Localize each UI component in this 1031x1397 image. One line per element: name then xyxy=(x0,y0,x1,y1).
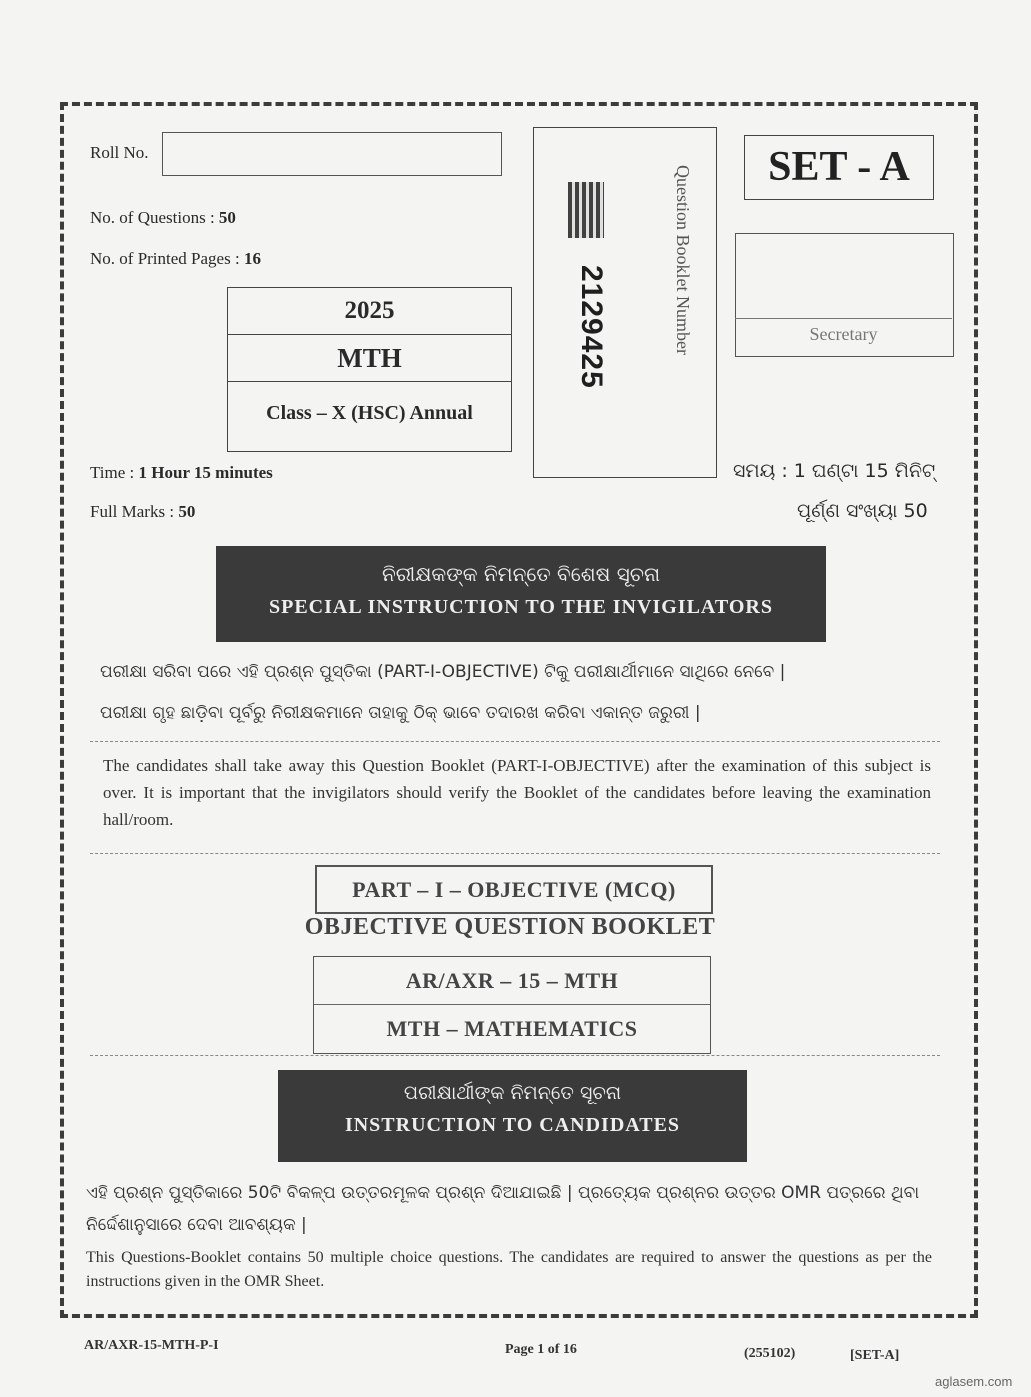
invigilator-odia-line2: ପରୀକ୍ଷା ଗୃହ ଛାଡ଼ିବା ପୂର୍ବରୁ ନିରୀକ୍ଷକମାନେ ତାହାକୁ ଠିକ୍ ଭାବେ ତଦାରଖ କରିବା ଏକାନ୍ତ ଜରୁରୀ | xyxy=(100,703,701,723)
exam-info-box xyxy=(227,287,512,452)
candidate-odia-line2: ନିର୍ଦ୍ଦେଶାନୁସାରେ ଦେବା ଆବଶ୍ୟକ | xyxy=(86,1215,307,1235)
marks-english: Full Marks : 50 xyxy=(90,502,196,521)
divider xyxy=(90,741,940,742)
time-english: Time : 1 Hour 15 minutes xyxy=(90,463,273,482)
set-label: SET - A xyxy=(744,135,934,200)
subject-full-name: MTH – MATHEMATICS xyxy=(386,1016,638,1041)
invigilator-banner xyxy=(216,546,826,642)
subject-code: AR/AXR – 15 – MTH xyxy=(314,957,710,1005)
roll-number-field[interactable] xyxy=(162,132,502,176)
booklet-number-label: Question Booklet Number xyxy=(673,165,693,355)
subject-code-box xyxy=(313,956,711,1054)
candidate-banner-english: INSTRUCTION TO CANDIDATES xyxy=(344,1114,681,1136)
invigilator-english-text: The candidates shall take away this Question Booklet (PART-I-OBJECTIVE) after the examination of this subject is over. It is important that the invigilators should verify the Booklet of the candidates before leaving the examination hall/room. xyxy=(103,756,931,829)
exam-subject: MTH xyxy=(228,335,511,382)
time-odia: ସମୟ : 1 ଘଣ୍ଟା 15 ମିନିଟ୍ xyxy=(733,460,936,482)
candidate-banner xyxy=(278,1070,747,1162)
divider xyxy=(90,853,940,854)
footer-page-number: Page 1 of 16 xyxy=(505,1342,577,1357)
invigilator-banner-odia: ନିରୀକ୍ଷକଙ୍କ ନିମନ୍ତେ ବିଶେଷ ସୂଚନା xyxy=(381,562,661,586)
exam-year: 2025 xyxy=(228,288,511,335)
candidate-banner-odia: ପରୀକ୍ଷାର୍ଥୀଙ୍କ ନିମନ୍ତେ ସୂଚନା xyxy=(403,1082,622,1104)
booklet-number: 2129425 xyxy=(575,265,608,389)
printed-pages: No. of Printed Pages : 16 xyxy=(90,249,261,268)
questions-count: No. of Questions : 50 xyxy=(90,208,236,227)
watermark: aglasem.com xyxy=(935,1374,1013,1389)
footer-serial: (255102) xyxy=(744,1346,796,1361)
booklet-title: OBJECTIVE QUESTION BOOKLET xyxy=(304,914,716,940)
exam-class: Class – X (HSC) Annual xyxy=(266,402,473,424)
invigilator-banner-english: SPECIAL INSTRUCTION TO THE INVIGILATORS xyxy=(269,596,773,618)
candidate-english-text: This Questions-Booklet contains 50 multiple choice questions. The candidates are required to answer the questions as per the instructions given in the OMR Sheet. xyxy=(86,1249,932,1290)
secretary-divider xyxy=(735,318,952,319)
divider xyxy=(90,1055,940,1056)
invigilator-odia-line1: ପରୀକ୍ଷା ସରିବା ପରେ ଏହି ପ୍ରଶ୍ନ ପୁସ୍ତିକା (PART-I-OBJECTIVE) ଟିକୁ ପରୀକ୍ଷାର୍ଥୀମାନେ ସାଥିରେ ନେବେ | xyxy=(100,662,786,682)
marks-odia: ପୂର୍ଣ୍ଣ ସଂଖ୍ୟା 50 xyxy=(797,500,928,522)
footer-set: [SET-A] xyxy=(850,1348,900,1363)
footer-paper-code: AR/AXR-15-MTH-P-I xyxy=(84,1338,219,1353)
candidate-odia-line1: ଏହି ପ୍ରଶ୍ନ ପୁସ୍ତିକାରେ 50ଟି ବିକଳ୍ପ ଉତ୍ତରମୂଳକ ପ୍ରଶ୍ନ ଦିଆଯାଇଛି | ପ୍ରତ୍ୟେକ ପ୍ରଶ୍ନର ଉତ୍ତର OMR ପତ୍ରରେ ଥିବା xyxy=(86,1183,920,1203)
part-label: PART – I – OBJECTIVE (MCQ) xyxy=(315,865,713,914)
secretary-label: Secretary xyxy=(809,324,878,344)
roll-number-label: Roll No. xyxy=(90,143,149,162)
qr-code xyxy=(568,182,604,238)
